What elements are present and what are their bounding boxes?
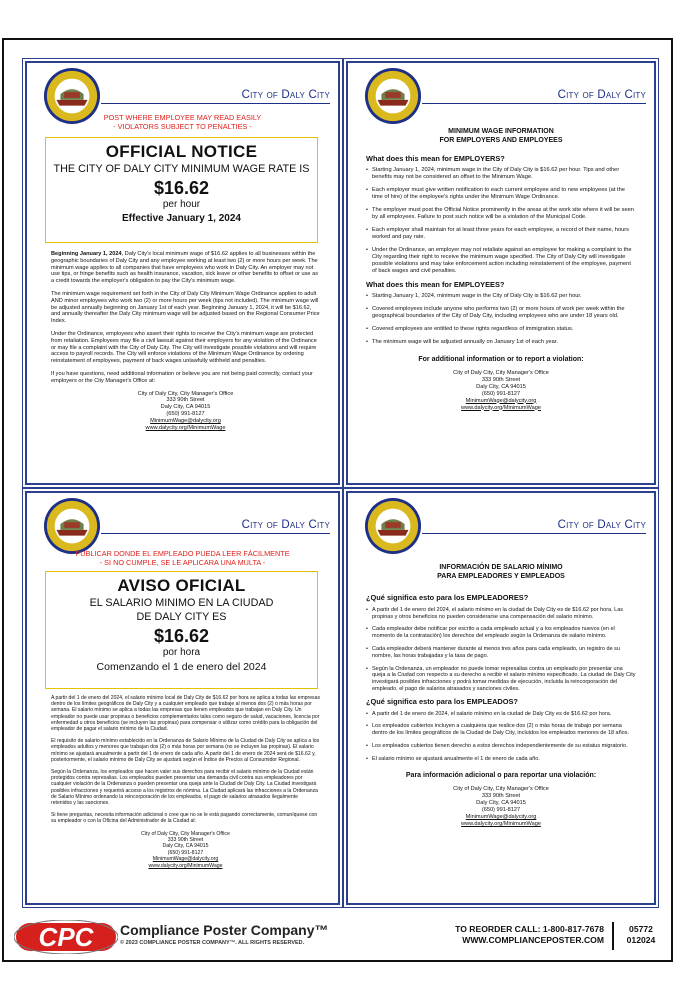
effective-date: Comenzando el 1 de enero del 2024 xyxy=(96,661,267,673)
contact-phone: (650) 991-8127 xyxy=(167,849,204,856)
contact-phone: (650) 991-8127 xyxy=(481,807,521,814)
list-item: • Each employer must give written notification to each current employee and to new employees (at the time of hire) of the employee's rights under the Minimum Wage Ordinance. xyxy=(366,187,636,201)
employers-list xyxy=(366,167,636,275)
footer-divider xyxy=(612,922,614,950)
notice-body xyxy=(51,695,320,869)
posting-warning xyxy=(31,113,334,131)
list-item: • Under the Ordinance, an employer may not retaliate against an employee for making a complaint to the City regarding their right to receive the minimum wage specified. The City of Daly City will investigate possible violations and may take enforcement action including reinstatement of the employee, payment of back wages and civil penalties. xyxy=(366,247,636,275)
contact-email-link[interactable]: MinimumWage@dalycity.org xyxy=(465,813,537,820)
contact-street: 333 90th Street xyxy=(166,397,205,404)
poster-code: 05772 xyxy=(629,924,653,934)
list-item: • Según la Ordenanza, un empleador no puede tomar represalias contra un empleado por presentar una queja a la Ciudad con respecto a su derecho a recibir el salario mínimo especificado. La ciudad de Daly City investigará posibles infracciones y podrá tomar medidas de ejecución, incluida la reincorporación del empleado, el pago de salarios atrasados y sanciones civiles. xyxy=(366,666,636,693)
list-item: • Cada empleador debe notificar por escrito a cada empleado actual y a los empleados nuevos (en el momento de la contratación) los derechos del empleado según la Ordenanza de salario mínimo. xyxy=(366,626,636,640)
warning-line-1: PUBLICAR DONDE EL EMPLEADO PUEDA LEER FÁCILMENTE xyxy=(75,549,290,558)
list-item: • The minimum wage will be adjusted annually on January 1st of each year. xyxy=(366,339,636,346)
contact-office: City of Daly City, City Manager's Office xyxy=(137,390,234,397)
reorder-website[interactable]: WWW.COMPLIANCEPOSTER.COM xyxy=(462,935,604,945)
city-header: City of Daly City xyxy=(101,519,330,534)
info-body xyxy=(366,589,636,828)
wage-info-panel xyxy=(343,58,659,488)
info-title xyxy=(352,127,650,145)
contact-email-link[interactable]: MinimumWage@dalycity.org xyxy=(150,418,221,425)
additional-info-heading: Para información adicional o para reportar una violación: xyxy=(405,771,597,779)
list-item: • El salario mínimo se ajustará anualmente el 1 de enero de cada año. xyxy=(366,756,636,763)
notice-paragraph-4: If you have questions, need additional information or believe you are not being paid correctly, contact your employers or the City Manager's Office at: xyxy=(51,370,313,384)
contact-phone: (650) 991-8127 xyxy=(481,390,521,397)
info-body xyxy=(366,149,636,411)
warning-line-1: POST WHERE EMPLOYEE MAY READ EASILY xyxy=(103,113,262,122)
list-item: • Covered employees include anyone who performs two (2) or more hours of work per week within the geographical boundaries of the City of Daly City, including employees who are under 18 years old. xyxy=(366,306,636,320)
list-item: • A partir del 1 de enero del 2024, el salario mínimo en la ciudad de Daly City es de $16.62 por hora. Las propinas y otros beneficios no pueden considerarse una compensación del salario mínimo. xyxy=(366,607,636,621)
contact-email-link[interactable]: MinimumWage@dalycity.org xyxy=(465,397,537,404)
employees-question: What does this mean for EMPLOYEES? xyxy=(366,280,505,289)
notice-paragraph-2: El requisito de salario mínimo establecido en la Ordenanza de Salario Mínimo de la Ciudad de Daly City se aplica a los empleados adultos y menores que trabajan dos (2) o más horas por semana (no se incluyen las propinas). El salario mínimo se ajustará anualmente a partir del 1 de enero de cada año. A partir del 1 de enero de 2024 será de $16.62 y, posteriormente, el salario mínimo de Daly City se ajustará según el Índice de Precios al Consumidor Regional. xyxy=(51,738,320,763)
list-item: • Covered employees are entitled to these rights regardless of immigration status. xyxy=(366,326,636,333)
warning-line-2: - VIOLATORS SUBJECT TO PENALTIES - xyxy=(113,122,252,131)
contact-street: 333 90th Street xyxy=(167,837,204,844)
contact-office: City of Daly City, City Manager's Office xyxy=(453,786,549,793)
contact-email-link[interactable]: MinimumWage@dalycity.org xyxy=(152,856,219,863)
info-title-line-1: INFORMACIÓN DE SALARIO MÍNIMO xyxy=(439,564,563,571)
poster-grid xyxy=(22,58,657,906)
contact-street: 333 90th Street xyxy=(481,376,521,383)
additional-info-heading: For additional information or to report a violation: xyxy=(418,356,584,363)
list-item: • Cada empleador deberá mantener durante al menos tres años para cada empleado, un registro de su nombre, las horas trabajadas y la tasa de pago. xyxy=(366,646,636,660)
contact-block xyxy=(51,391,320,432)
notice-paragraph-4: Si tiene preguntas, necesita información adicional o cree que no se le está pagando correctamente, comuníquese con su empleador o con la Oficina del Administrador de la Ciudad al: xyxy=(51,812,318,825)
contact-block xyxy=(51,831,320,869)
wage-rate: $16.62 xyxy=(153,178,210,198)
brand-name: Compliance Poster Company™ xyxy=(120,922,329,938)
employers-list xyxy=(366,607,636,693)
notice-paragraph-3: Under the Ordinance, employees who assert their rights to receive the City's minimum wage are protected from retaliation. Employees may file a civil lawsuit against their employers for any violation of the Ordinance or may file a complaint with the City of Daly City. The City will investigate possible violations and will require access to payroll records. The City will enforce violations of the Minimum Wage Ordinance by ordering reinstatement of employees, payment of back wages unlawfully withheld and penalties. xyxy=(51,330,317,365)
notice-box xyxy=(45,571,318,689)
contact-city: Daly City, CA 94015 xyxy=(476,800,526,807)
notice-body xyxy=(51,251,320,432)
info-title-line-2: FOR EMPLOYERS AND EMPLOYEES xyxy=(439,137,563,144)
list-item: • Starting January 1, 2024, minimum wage in the City of Daly City is $16.62 per hour. Tips and other benefits may not be considered an offset to the Minimum Wage. xyxy=(366,167,636,181)
copyright: © 2023 COMPLIANCE POSTER COMPANY™. ALL RIGHTS RESERVED. xyxy=(120,940,305,946)
warning-line-2: - SI NO CUMPLE, SE LE APLICARA UNA MULTA - xyxy=(99,558,266,567)
posting-warning xyxy=(31,549,334,567)
notice-paragraph-1: A partir del 1 de enero del 2024, el salario mínimo local de Daly City de $16.62 por hora se aplica a todas las empresas dentro de los límites geográficos de Daly City y a cualquier empleado que trabaje al menos dos (2) o más horas por semana. El salario mínimo se aplica a todas las empresas que tienen empleados que trabajan en Daly City. Un empleador no puede usar propinas o beneficios complementarios tales como seguro de salud, vacaciones, licencia por enfermedad u otros beneficios (se incluyen las propinas) para compensar o utilizar como crédito para la obligación del empleador de pagar el salario mínimo de la Ciudad. xyxy=(51,695,320,733)
info-title xyxy=(352,563,650,581)
effective-date: Effective January 1, 2024 xyxy=(122,213,241,224)
official-notice-panel xyxy=(22,58,343,488)
contact-web-link[interactable]: www.dalycity.org/MinimumWage xyxy=(461,404,541,411)
cpc-logo-icon xyxy=(14,920,118,954)
contact-web-link[interactable]: www.dalycity.org/MinimumWage xyxy=(148,862,223,869)
contact-block xyxy=(366,786,636,827)
notice-title: AVISO OFICIAL xyxy=(117,576,246,595)
notice-box xyxy=(45,137,318,243)
daly-city-seal-icon xyxy=(364,497,422,555)
notice-paragraph-1-lead: Beginning January 1, 2024 xyxy=(51,251,122,257)
informacion-salario-panel xyxy=(343,488,659,908)
list-item: • A partir del 1 de enero de 2024, el salario mínimo en la ciudad de Daly City es de $16.62 por hora. xyxy=(366,711,636,718)
aviso-oficial-panel xyxy=(22,488,343,908)
notice-paragraph-1 xyxy=(51,251,320,285)
employers-question: ¿Qué significa esto para los EMPLEADORES? xyxy=(366,593,529,602)
city-header: City of Daly City xyxy=(422,519,646,534)
contact-web-link[interactable]: www.dalycity.org/MinimumWage xyxy=(145,425,226,432)
contact-city: Daly City, CA 94015 xyxy=(162,843,209,850)
reorder-block xyxy=(426,924,604,946)
list-item: • Los empleados cubiertos tienen derecho a estos derechos independientemente de su estatus migratorio. xyxy=(366,743,636,750)
contact-city: Daly City, CA 94015 xyxy=(476,383,526,390)
city-header: City of Daly City xyxy=(422,89,646,104)
contact-phone: (650) 991-8127 xyxy=(166,411,205,418)
contact-street: 333 90th Street xyxy=(481,793,521,800)
city-header: City of Daly City xyxy=(101,89,330,104)
notice-paragraph-2: The minimum wage requirement set forth in the City of Daly City Minimum Wage Ordinance applies to adult AND minor employees who work two (2) or more hours per week (tips not included). The minimum wage will be adjusted annually beginning on January 1st of each year. Beginning January 1, 2024, it will be $16.62, and annually thereafter the Daly City minimum wage will be adjusted based on the Regional Consumer Price Index. xyxy=(51,290,320,325)
notice-subtitle-line-1: EL SALARIO MINIMO EN LA CIUDAD xyxy=(89,597,274,609)
notice-paragraph-3: Según la Ordenanza, los empleados que hacen valer sus derechos para recibir el salario mínimo de la Ciudad están protegidos contra represalias. Los empleados pueden presentar una demanda civil contra sus empleadores por cualquier violación de la Ordenanza o pueden presentar una queja ante la Ciudad de Daly City. La Ciudad investigará posibles infracciones y requerirá acceso a los registros de nómina. La Ciudad aplicará las infracciones a la Ordenanza de Salario Mínimo ordenando la reincorporación de los empleados, el pago de salarios atrasados ilegalmente retenidos y las sanciones. xyxy=(51,769,318,807)
wage-unit: por hora xyxy=(162,647,201,658)
list-item: • Los empleados cubiertos incluyen a cualquiera que realice dos (2) o más horas de trabajo por semana dentro de los límites geográficos de la Ciudad de Daly City, incluidos los empleados menores de 18 años. xyxy=(366,723,636,737)
employees-list xyxy=(366,293,636,346)
info-title-line-1: MINIMUM WAGE INFORMATION xyxy=(448,128,554,135)
list-item: • The employer must post the Official Notice prominently in the areas at the work site where it will be seen by all employees. Failure to post such notice will be a violation of the Municipal Code. xyxy=(366,207,636,221)
cpc-logo-text: CPC xyxy=(38,922,94,952)
notice-paragraph-1-rest: , Daly City's local minimum wage of $16.62 applies to all businesses within the geographic boundaries of Daly City and any employee working at least two (2) or more hours per week. The minimum wage applies to all companies that have employees who work in Daly City. An employer may not use tips, or fringe benefits such as health insurance, vacation, sick leave or other benefits to offset or use as a credit towards the employer's obligation to pay the City's minimum wage. xyxy=(51,251,318,285)
poster-date-code: 012024 xyxy=(626,935,656,945)
contact-web-link[interactable]: www.dalycity.org/MinimumWage xyxy=(461,820,541,827)
notice-title: OFFICIAL NOTICE xyxy=(105,142,258,161)
notice-subtitle: THE CITY OF DALY CITY MINIMUM WAGE RATE IS xyxy=(53,163,310,175)
poster-codes xyxy=(618,924,664,946)
employees-list xyxy=(366,711,636,763)
employees-question: ¿Qué significa esto para los EMPLEADOS? xyxy=(366,696,518,706)
reorder-phone[interactable]: TO REORDER CALL: 1-800-817-7678 xyxy=(455,924,604,934)
daly-city-seal-icon xyxy=(43,497,101,555)
wage-rate: $16.62 xyxy=(153,626,210,646)
poster-footer xyxy=(2,918,673,960)
daly-city-seal-icon xyxy=(364,67,422,125)
employers-question: What does this mean for EMPLOYERS? xyxy=(366,154,505,163)
contact-block xyxy=(366,370,636,411)
info-title-line-2: PARA EMPLEADORES Y EMPLEADOS xyxy=(437,573,565,580)
contact-city: Daly City, CA 94015 xyxy=(160,404,211,411)
wage-unit: per hour xyxy=(162,199,201,210)
contact-office: City of Daly City, City Manager's Office xyxy=(141,830,230,837)
list-item: • Starting January 1, 2024, minimum wage in the City of Daly City is $16.62 per hour. xyxy=(366,293,636,300)
contact-office: City of Daly City, City Manager's Office xyxy=(453,370,549,376)
poster-sheet xyxy=(2,38,673,962)
list-item: • Each employer shall maintain for at least three years for each employee, a record of their name, hours worked and pay rate. xyxy=(366,227,636,241)
notice-subtitle-line-2: DE DALY CITY ES xyxy=(136,611,227,623)
